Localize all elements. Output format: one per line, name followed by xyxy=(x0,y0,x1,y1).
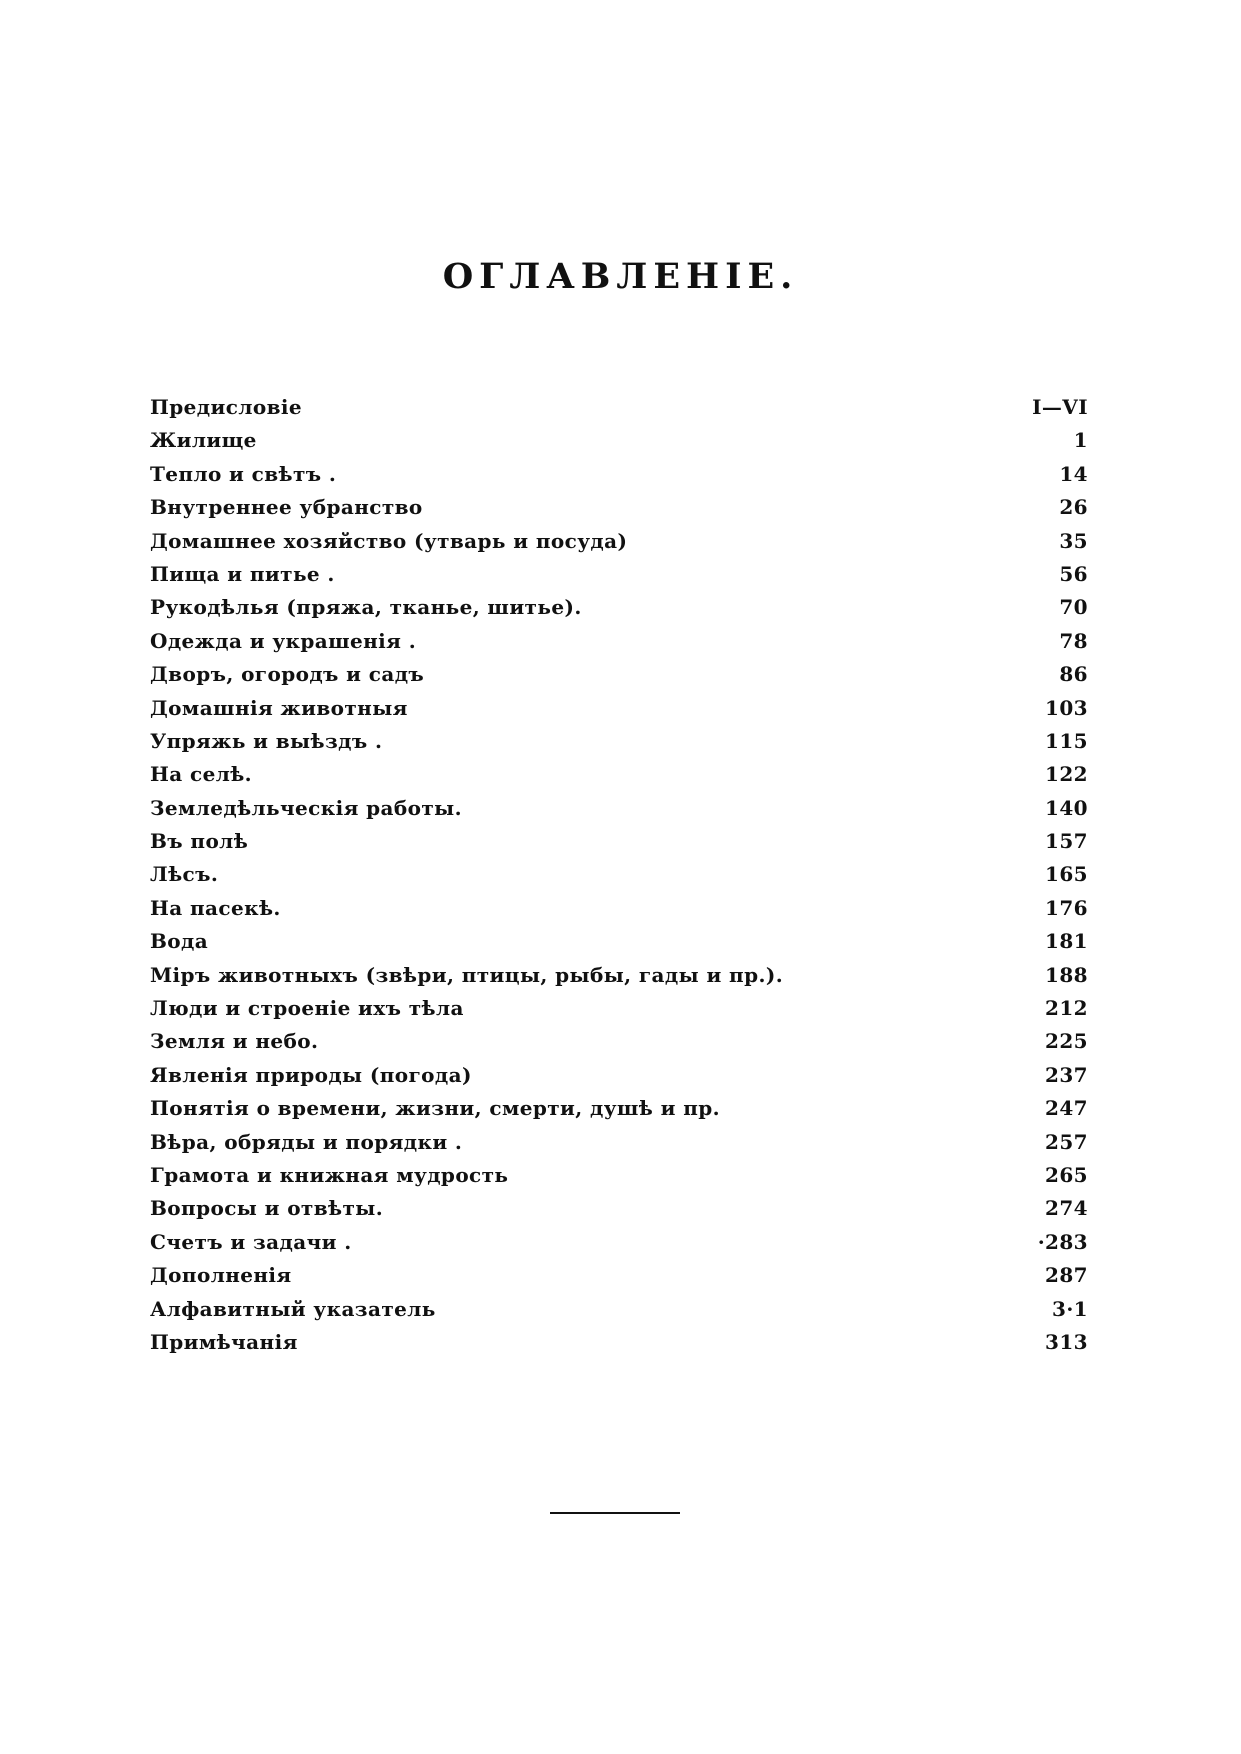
toc-entry-page: 176 xyxy=(1045,895,1088,920)
toc-entry xyxy=(150,458,1088,491)
toc-entry xyxy=(150,858,1088,891)
toc-entry-page: 287 xyxy=(1045,1263,1088,1288)
toc-entry xyxy=(150,1259,1088,1292)
toc-entry xyxy=(150,1059,1088,1092)
toc-entry xyxy=(150,959,1088,992)
toc-entry xyxy=(150,825,1088,858)
closing-rule xyxy=(550,1512,680,1514)
toc-entry-title: Рукодѣлья (пряжа, тканье, шитье). xyxy=(150,595,582,620)
toc-entry xyxy=(150,558,1088,591)
toc-entry-title: Вопросы и отвѣты. xyxy=(150,1196,384,1221)
toc-entry-title: Упряжь и выѣздъ . xyxy=(150,728,383,753)
toc-entry-title: Тепло и свѣтъ . xyxy=(150,461,337,486)
toc-entry-page: 181 xyxy=(1045,929,1088,954)
toc-entry-title: Вода xyxy=(150,929,209,954)
toc-entry xyxy=(150,1293,1088,1326)
toc-entry-page: 3·1 xyxy=(1052,1296,1088,1321)
toc-entry-title: Жилище xyxy=(150,428,257,453)
toc-entry-page: 122 xyxy=(1045,762,1088,787)
toc-entry xyxy=(150,1126,1088,1159)
toc-entry xyxy=(150,725,1088,758)
toc-entry xyxy=(150,1192,1088,1225)
toc-entry-title: Земледѣльческія работы. xyxy=(150,795,462,820)
toc-entry-page: 103 xyxy=(1045,695,1088,720)
toc-entry-page: 165 xyxy=(1045,862,1088,887)
toc-entry-title: Явленія природы (погода) xyxy=(150,1062,472,1087)
toc-entry xyxy=(150,1025,1088,1058)
toc-entry-page: 140 xyxy=(1045,795,1088,820)
toc-entry-title: Дополненія xyxy=(150,1263,292,1288)
toc-entry-page: 56 xyxy=(1059,561,1088,586)
toc-entry xyxy=(150,491,1088,524)
toc-entry-page: 78 xyxy=(1059,628,1088,653)
toc-entry-title: На пасекѣ. xyxy=(150,895,281,920)
toc-entry-title: Примѣчанія xyxy=(150,1329,298,1354)
toc-entry-title: Предисловіе xyxy=(150,395,302,419)
toc-entry xyxy=(150,1326,1088,1359)
toc-entry-page: 115 xyxy=(1045,728,1088,753)
toc-entry xyxy=(150,692,1088,725)
toc-entry xyxy=(150,992,1088,1025)
toc-entry-page: 247 xyxy=(1045,1096,1088,1121)
toc-entry xyxy=(150,525,1088,558)
toc-entry-title: Домашнія животныя xyxy=(150,695,408,720)
toc-entry xyxy=(150,424,1088,457)
toc-entry-title: Міръ животныхъ (звѣри, птицы, рыбы, гады и пр.). xyxy=(150,962,784,987)
toc-entry-page: 188 xyxy=(1045,962,1088,987)
toc-entry-title: Одежда и украшенія . xyxy=(150,628,417,653)
toc-entry-page: 35 xyxy=(1059,528,1088,553)
toc-entry-title: Вѣра, обряды и порядки . xyxy=(150,1129,463,1154)
toc-entry-title: Дворъ, огородъ и садъ xyxy=(150,662,425,687)
toc-entry xyxy=(150,792,1088,825)
toc-entry-title: На селѣ. xyxy=(150,762,253,787)
toc-entry-page: 313 xyxy=(1045,1329,1088,1354)
toc-entry xyxy=(150,1092,1088,1125)
toc-entry xyxy=(150,758,1088,791)
toc-entry-page: 212 xyxy=(1045,996,1088,1021)
toc-entry xyxy=(150,892,1088,925)
toc-entry-title: Земля и небо. xyxy=(150,1029,319,1054)
toc-entry xyxy=(150,925,1088,958)
toc-entry-page: 237 xyxy=(1045,1062,1088,1087)
toc-entry-title: Алфавитный указатель xyxy=(150,1296,436,1321)
toc-entry-page: 265 xyxy=(1045,1162,1088,1187)
toc-entry-page: 14 xyxy=(1059,461,1088,486)
toc-entry-title: Внутреннее убранство xyxy=(150,495,423,520)
toc-entry-title: Домашнее хозяйство (утварь и посуда) xyxy=(150,528,628,553)
toc-entry xyxy=(150,1159,1088,1192)
toc-entry xyxy=(150,391,1088,424)
toc-entry-page: I—VI xyxy=(1032,395,1088,419)
toc-entry xyxy=(150,658,1088,691)
toc-entry-title: Въ полѣ xyxy=(150,829,249,854)
toc-entry-page: 86 xyxy=(1059,662,1088,687)
toc-entry-page: 274 xyxy=(1045,1196,1088,1221)
table-of-contents xyxy=(150,391,1088,1359)
page-title: ОГЛАВЛЕНІЕ. xyxy=(442,256,799,297)
toc-entry-page: 70 xyxy=(1059,595,1088,620)
toc-entry-title: Люди и строеніе ихъ тѣла xyxy=(150,996,464,1021)
toc-entry-page: ·283 xyxy=(1037,1229,1088,1254)
toc-entry xyxy=(150,591,1088,624)
toc-entry-title: Пища и питье . xyxy=(150,561,335,586)
toc-entry-page: 26 xyxy=(1059,495,1088,520)
toc-entry-title: Грамота и книжная мудрость xyxy=(150,1162,509,1187)
toc-entry xyxy=(150,625,1088,658)
toc-entry-page: 225 xyxy=(1045,1029,1088,1054)
toc-entry-title: Счетъ и задачи . xyxy=(150,1229,352,1254)
toc-entry xyxy=(150,1226,1088,1259)
toc-entry-title: Лѣсъ. xyxy=(150,862,219,887)
toc-entry-title: Понятія о времени, жизни, смерти, душѣ и пр. xyxy=(150,1096,721,1121)
toc-entry-page: 1 xyxy=(1073,428,1088,453)
toc-entry-page: 157 xyxy=(1045,829,1088,854)
toc-entry-page: 257 xyxy=(1045,1129,1088,1154)
